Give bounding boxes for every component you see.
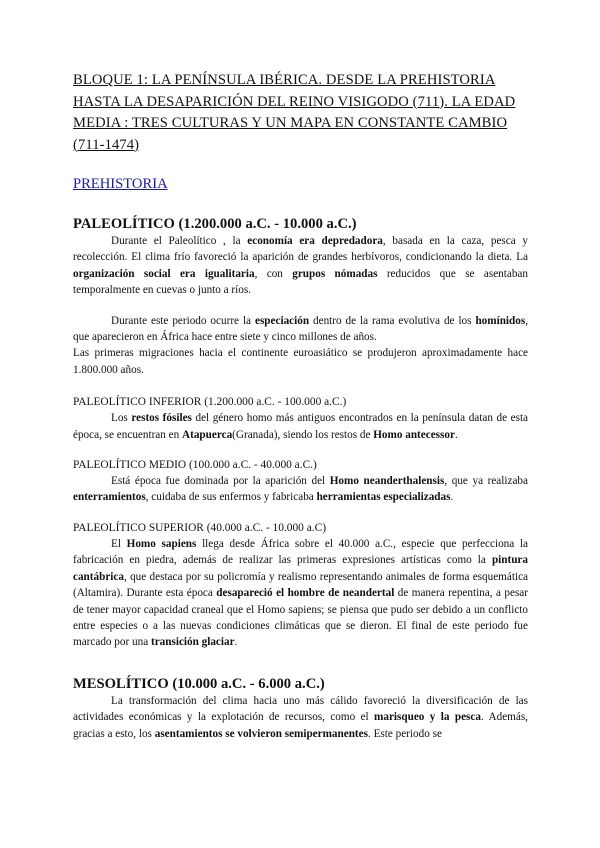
section-link-prehistoria[interactable]: PREHISTORIA xyxy=(73,176,168,192)
heading-mesolitico: MESOLÍTICO (10.000 a.C. - 6.000 a.C.) xyxy=(73,675,325,692)
paragraph-mesolitico: La transformación del clima hacia uno más cálido favoreció la diversificación de las actividades económicas y la explotación de recursos, como el marisqueo y la pesca. Además, gracias a esto, los asentamientos se volvieron semipermanentes. Este periodo se xyxy=(73,694,528,740)
paragraph-paleolitico-medio: Está época fue dominada por la aparición del Homo neanderthalensis, que ya realizaba enterramientos, cuidaba de sus enfermos y fabricaba herramientas especializadas. xyxy=(73,475,528,504)
paragraph-paleolitico-economia: Durante el Paleolítico , la economía era depredadora, basada en la caza, pesca y recolección. El clima frío favoreció la aparición de grandes herbívoros, condicionando la dieta. La organización social era igualitaria, con grupos nómadas reducidos que se asentaban temporalmente en cuevas o junto a ríos. xyxy=(73,235,529,297)
document-title: BLOQUE 1: LA PENÍNSULA IBÉRICA. DESDE LA PREHISTORIA HASTA LA DESAPARICIÓN DEL REINO VISIGODO (711). LA EDAD MEDIA : TRES CULTURAS Y UN MAPA EN CONSTANTE CAMBIO (711-1474) xyxy=(73,72,516,153)
paragraph-paleolitico-inferior: Los restos fósiles del género homo más antiguos encontrados en la península datan de esta época, se encuentran en Atapuerca(Granada), siendo los restos de Homo antecessor. xyxy=(73,412,529,441)
heading-paleolitico-medio: PALEOLÍTICO MEDIO (100.000 a.C. - 40.000 a.C.) xyxy=(73,459,317,472)
heading-paleolitico-inferior: PALEOLÍTICO INFERIOR (1.200.000 a.C. - 100.000 a.C.) xyxy=(73,396,347,409)
paragraph-paleolitico-migraciones: Las primeras migraciones hacia el continente euroasiático se produjeron aproximadamente hace 1.800.000 años. xyxy=(73,347,528,376)
paragraph-paleolitico-especiacion: Durante este periodo ocurre la especiación dentro de la rama evolutiva de los homínidos, que aparecieron en África hace entre siete y cinco millones de años. xyxy=(73,314,528,344)
paragraph-paleolitico-superior: El Homo sapiens llega desde África sobre el 40.000 a.C., especie que perfecciona la fabricación en piedra, además de realizar las primeras expresiones artísticas como la pintura cantábrica, que destaca por su policromía y realismo representando animales de forma esquemática (Altamira). Durante esta época desapareció el hombre de neandertal de manera repentina, a pesar de tener mayor capacidad craneal que el Homo sapiens; se piensa que pudo ser debido a un conflicto entre especies o a las nuevas condiciones climáticas que se dieron. El final de este periodo fue marcado por una transición glaciar. xyxy=(73,537,528,649)
document-page xyxy=(73,70,528,742)
heading-paleolitico: PALEOLÍTICO (1.200.000 a.C. - 10.000 a.C.) xyxy=(73,216,357,232)
heading-paleolitico-superior: PALEOLÍTICO SUPERIOR (40.000 a.C. - 10.000 a.C) xyxy=(73,521,327,534)
